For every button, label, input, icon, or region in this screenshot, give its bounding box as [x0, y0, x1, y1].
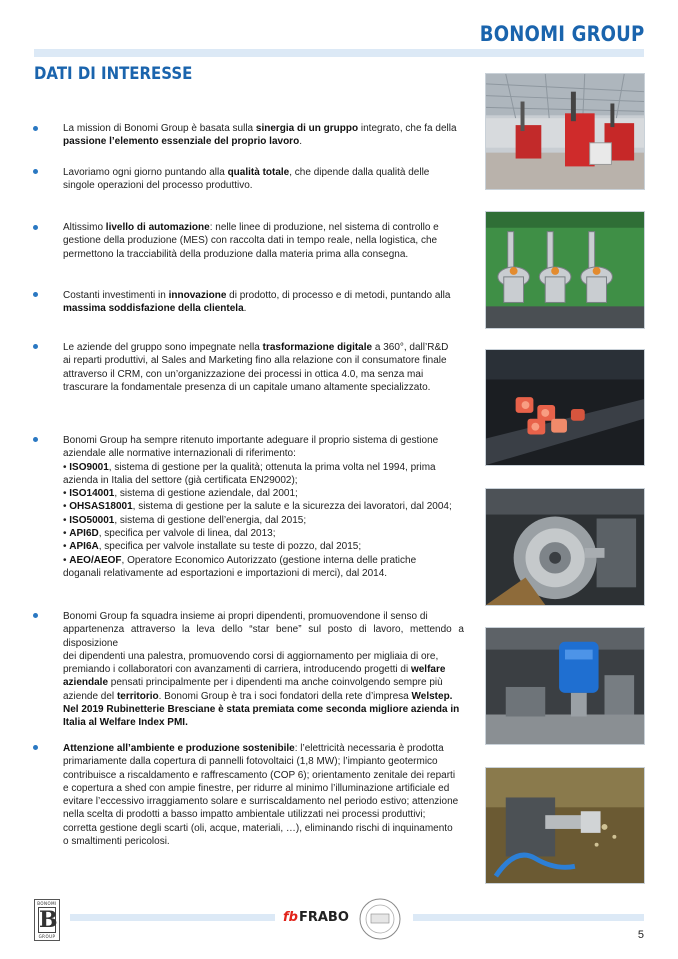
text-run: integrato, che fa della [358, 123, 457, 134]
text-run: ai reparti produttivi, al Sales and Marketing fino alla relazione con il consumatore finale [63, 355, 447, 367]
bold-text: Attenzione all’ambiente e produzione sostenibile [63, 743, 295, 754]
paragraph-line [63, 527, 464, 540]
bullet-dot [33, 344, 38, 349]
bullet-dot [33, 745, 38, 750]
bold-text: Italia al Welfare Index PMI. [63, 717, 188, 729]
paragraph-line [63, 716, 464, 729]
text-run: aziendale alle normative internazionali di riferimento: [63, 448, 296, 460]
paragraph-line [63, 808, 464, 821]
section-title: DATI DI INTERESSE [34, 64, 193, 84]
bonomi-group-logo: BONOMI B GROUP [34, 899, 60, 941]
paragraph-line [63, 221, 464, 234]
paragraph-line [63, 122, 464, 135]
text-run: . [299, 136, 302, 148]
automated-valve-line-photo [485, 211, 645, 329]
text-run: nella scelta di prodotti a basso impatto ambientale utilizzati nei processi produttivi; [63, 809, 426, 821]
paragraph-line [63, 135, 464, 148]
paragraph-line [63, 302, 464, 315]
paragraph-line [63, 289, 464, 302]
text-run: . Bonomi Group è tra i soci fondatori della rete d’impresa [158, 690, 412, 702]
text-run: pensati principalmente per i dipendenti ma anche coinvolgendo sempre più [108, 677, 443, 689]
bold-text: trasformazione digitale [262, 342, 373, 353]
bullet-dot [33, 126, 38, 131]
paragraph-digital [63, 341, 464, 394]
text-run: permettono la tracciabilità della produzione dalla materia prima alla consegna. [63, 248, 409, 260]
page-number: 5 [637, 929, 644, 941]
bold-text: Welstep. [411, 690, 453, 702]
paragraph-line [63, 234, 464, 247]
bold-text: livello di automazione [105, 222, 210, 233]
text-run: azienda in Italia del settore (già certificata EN29002); [63, 474, 298, 486]
text-run: , che dipende dalla qualità delle [289, 167, 430, 178]
brand-title: BONOMI GROUP [479, 22, 644, 46]
paragraph-line [63, 179, 464, 192]
text-run: Altissimo [63, 222, 106, 233]
text-run: premiando i collaboratori con avanzamenti di carriera, introducendo progetti di [63, 664, 411, 676]
certification-seal-icon [358, 897, 402, 941]
text-run: La mission di Bonomi Group è basata sulla [63, 123, 256, 134]
drilling-with-coolant-photo [485, 767, 645, 884]
text-run: gestione della produzione (MES) con raccolta dati in tempo reale, nella logistica, che [63, 235, 438, 247]
bold-text: passione l’elemento essenziale del proprio lavoro [63, 136, 300, 148]
bullet-dot [33, 292, 38, 297]
paragraph-line [63, 567, 464, 580]
paragraph-line [63, 368, 464, 381]
bold-text: API6D [69, 528, 99, 540]
header-band [34, 49, 644, 57]
text-run: • [63, 514, 70, 526]
bold-text: ISO50001 [69, 514, 115, 526]
factory-floor-photo [485, 73, 645, 190]
paragraph-line [63, 610, 464, 623]
footer-band-right [413, 914, 644, 921]
paragraph-line [63, 663, 464, 676]
text-run: primariamente dalla copertura di pannelli fotovoltaici (1,8 MW); l’impianto geotermico [63, 756, 438, 768]
bold-text: OHSAS18001 [69, 501, 133, 513]
bold-text: aziendale [63, 677, 109, 689]
paragraph-line [63, 782, 464, 795]
text-run: • [63, 541, 70, 553]
paragraph-line [63, 690, 464, 703]
paragraph-line [63, 554, 464, 567]
paragraph-environment [63, 742, 464, 848]
paragraph-welfare [63, 610, 464, 730]
text-run: contribuisce a riscaldamento e raffrescamento (COP 6); orientamento zenitale dei reparti [63, 769, 456, 781]
footer-band-left [70, 914, 275, 921]
paragraph-mission [63, 122, 464, 149]
bold-text: ISO14001 [69, 488, 115, 500]
text-run: , Operatore Economico Autorizzato (gestione interna delle pratiche [121, 554, 417, 566]
text-run: . [243, 303, 247, 315]
frabo-logo: fbFRABO [283, 910, 349, 925]
text-run: corretta gestione degli scarti (oli, acque, materiali, …), eliminando rischi di inquinamento [63, 822, 453, 834]
text-run: e copertura a shed con ampie finestre, per ridurre al minimo l’illuminazione artificiale ed [63, 782, 450, 794]
text-run: a 360°, dall’R&D [372, 342, 449, 353]
paragraph-line [63, 623, 464, 650]
paragraph-line [63, 354, 464, 367]
paragraph-line [63, 447, 464, 460]
paragraph-line [63, 381, 464, 394]
text-run: • [63, 461, 70, 473]
blue-actuator-machine-photo [485, 627, 645, 745]
text-run: , sistema di gestione per la salute e la sicurezza dei lavoratori, dal 2004; [132, 501, 452, 513]
bold-text: welfare [410, 664, 446, 676]
text-run: attraverso il CRM, con un’organizzazione dei processi in ottica 4.0, ma senza mai [63, 368, 424, 380]
paragraph-automation [63, 221, 464, 261]
paragraph-line [63, 487, 464, 500]
paragraph-line [63, 434, 464, 447]
paragraph-line [63, 461, 464, 474]
paragraph-line [63, 474, 464, 487]
paragraph-line [63, 822, 464, 835]
bold-text: qualità totale [227, 167, 290, 178]
text-run: : l’elettricità necessaria è prodotta [294, 743, 444, 754]
paragraph-line [63, 500, 464, 513]
text-run: • [63, 554, 70, 566]
paragraph-line [63, 166, 464, 179]
paragraph-line [63, 755, 464, 768]
text-run: : nelle linee di produzione, nel sistema di controllo e [209, 222, 439, 233]
bold-text: API6A [69, 541, 99, 553]
lathe-machining-photo [485, 488, 645, 606]
text-run: , specifica per valvole installate su teste di pozzo, dal 2015; [98, 541, 362, 553]
bold-text: sinergia di un gruppo [255, 123, 359, 134]
text-run: di prodotto, di processo e di metodi, puntando alla [226, 290, 451, 301]
text-run: doganali relativamente ad esportazioni e importazioni di merci), dal 2014. [63, 567, 388, 579]
paragraph-line [63, 514, 464, 527]
paragraph-line [63, 835, 464, 848]
text-run: trascurare la fondamentale presenza di un capitale umano altamente specializzato. [63, 381, 431, 393]
bold-text: ISO9001 [69, 461, 109, 473]
bold-text: Nel 2019 Rubinetterie Bresciane è stata premiata come seconda migliore azienda in [63, 704, 460, 716]
bold-text: massima soddisfazione della clientela [63, 303, 244, 315]
text-run: aziende del [63, 690, 117, 702]
paragraph-line [63, 540, 464, 553]
paragraph-innovation [63, 289, 464, 316]
text-run: Costanti investimenti in [63, 290, 169, 301]
text-run: Bonomi Group fa squadra insieme ai propri dipendenti, promuovendone il senso di [63, 611, 428, 622]
bold-text: territorio [116, 690, 159, 702]
text-run: Bonomi Group ha sempre ritenuto importante adeguare il proprio sistema di gestione [63, 435, 439, 446]
paragraph-line [63, 248, 464, 261]
paragraph-line [63, 769, 464, 782]
bullet-dot [33, 437, 38, 442]
text-run: dei dipendenti una palestra, promuovendo corsi di aggiornamento per migliaia di ore, [63, 650, 439, 662]
bold-text: AEO/AEOF [69, 554, 122, 566]
text-run: Lavoriamo ogni giorno puntando alla [63, 167, 228, 178]
text-run: , sistema di gestione aziendale, dal 2001; [114, 488, 298, 500]
bullet-dot [33, 169, 38, 174]
paragraph-certifications [63, 434, 464, 580]
text-run: , sistema di gestione dell’energia, dal 2015; [114, 514, 307, 526]
text-run: singole operazioni del processo produttivo. [63, 180, 253, 192]
text-run: , sistema di gestione per la qualità; ottenuta la prima volta nel 1994, prima [108, 461, 436, 473]
glowing-forged-parts-photo [485, 349, 645, 466]
paragraph-line [63, 676, 464, 689]
bullet-dot [33, 225, 38, 230]
paragraph-line [63, 341, 464, 354]
text-run: appartenenza attraverso la leva dello “star bene” sul posto di lavoro, mettendo a disposizione [63, 624, 464, 649]
bullet-dot [33, 613, 38, 618]
text-run: • [63, 501, 70, 513]
text-run: • [63, 528, 70, 540]
paragraph-line [63, 650, 464, 663]
paragraph-quality [63, 166, 464, 193]
text-run: o smaltimenti pericolosi. [63, 836, 170, 848]
paragraph-line [63, 703, 464, 716]
text-run: Le aziende del gruppo sono impegnate nella [63, 342, 263, 353]
text-run: evitare l’eccessivo irraggiamento solare e surriscaldamento nel periodo estivo; attenzione [63, 796, 459, 808]
paragraph-line [63, 795, 464, 808]
bold-text: innovazione [168, 290, 227, 301]
text-run: , specifica per valvole di linea, dal 2013; [98, 528, 276, 540]
text-run: • [63, 488, 70, 500]
paragraph-line [63, 742, 464, 755]
